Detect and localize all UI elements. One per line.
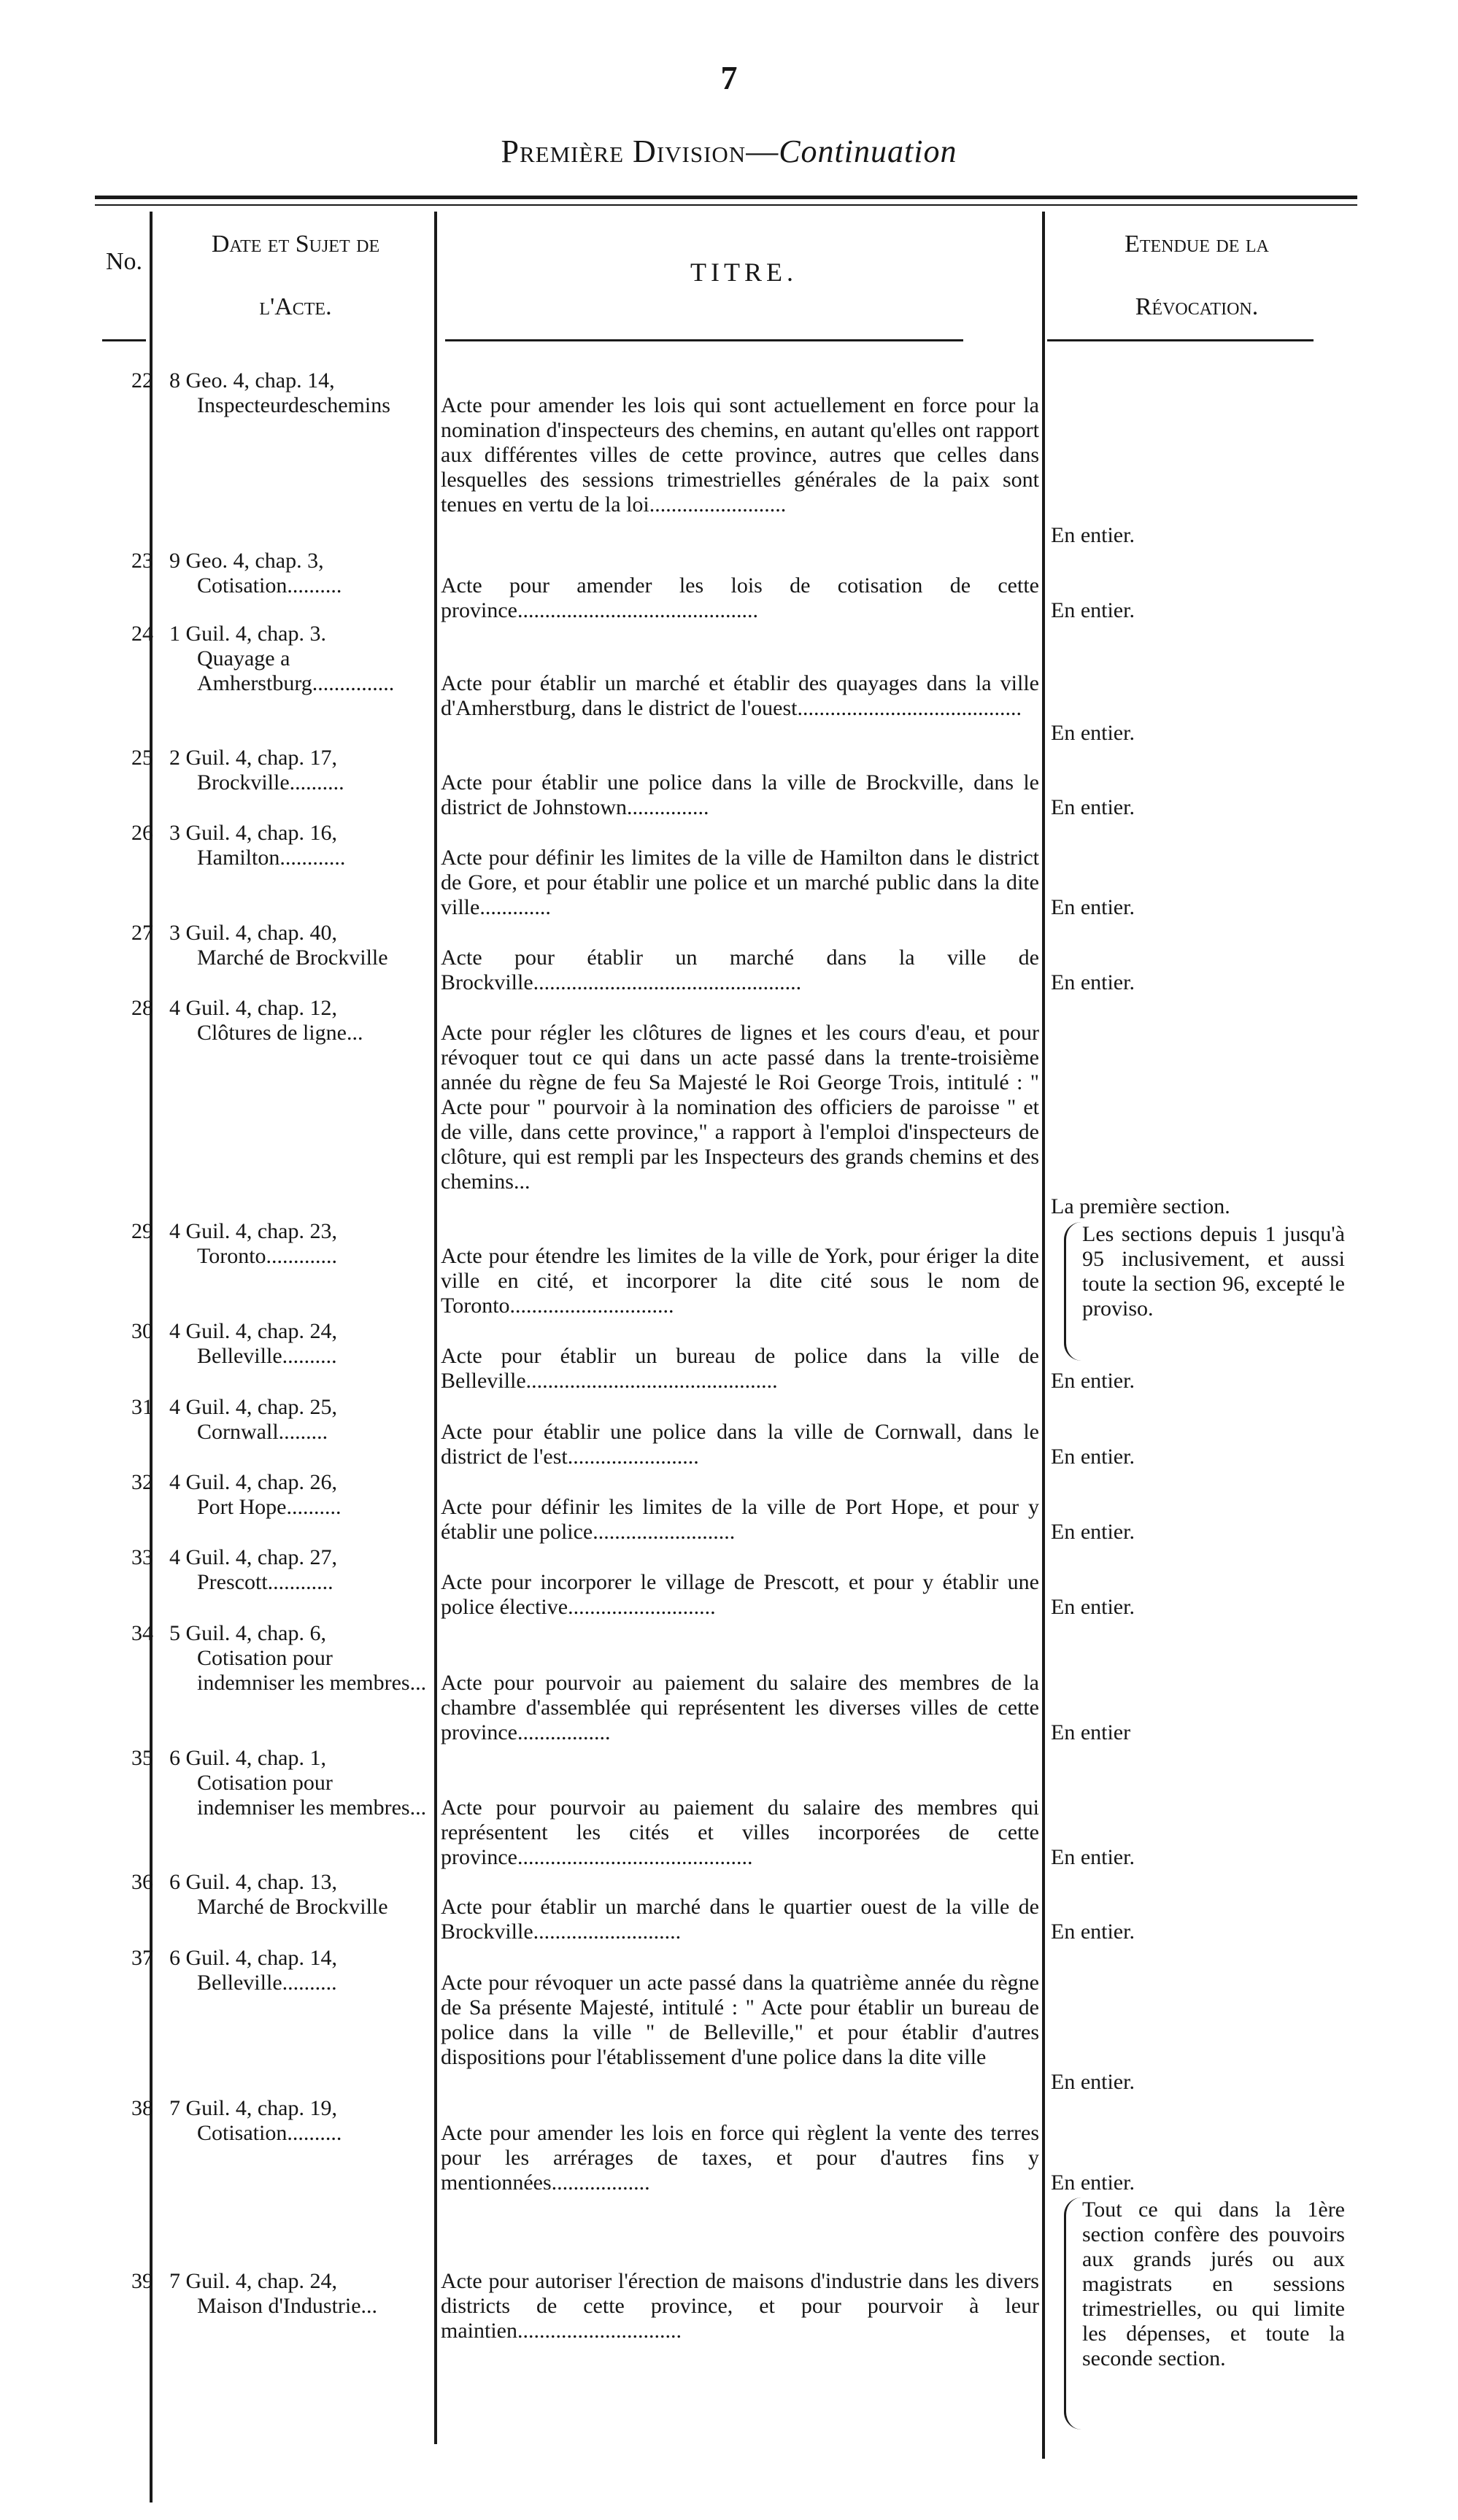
row-subject: 3 Guil. 4, chap. 16, Hamilton............: [169, 821, 346, 870]
header-date-line1: Date et Sujet de: [211, 231, 380, 258]
row-title: Acte pour établir une police dans la ville de Cornwall, dans le district de l'est........................: [441, 1420, 1039, 1469]
row-title: Acte pour régler les clôtures de lignes et les cours d'eau, et pour révoquer tout ce qui dans un acte passé dans la trente-troisième année du règne de feu Sa Majesté le Roi George Trois, intitulé : " Acte pour " pourvoir à la nomination des officiers de paroisse " et de ville, dans cette province," a rapport à l'emploi d'inspecteurs de clôture, qui est rempli par les Inspecteurs des grands chemins et des chemins...: [441, 1021, 1039, 1194]
page-number: 7: [720, 59, 738, 96]
row-extent: En entier.: [1051, 1369, 1135, 1393]
row-title: Acte pour pourvoir au paiement du salaire des membres de la chambre d'assemblée qui représentent les diverses villes de cette province.................: [441, 1671, 1039, 1744]
row-subject: 4 Guil. 4, chap. 23, Toronto.............: [169, 1219, 338, 1268]
heading-main: Première Division—: [501, 134, 779, 169]
row-title: Acte pour établir un bureau de police dans la ville de Belleville..............................................: [441, 1344, 1039, 1393]
row-title: Acte pour pourvoir au paiement du salaire des membres qui représentent les cités et villes incorporées de cette province...........................................: [441, 1796, 1039, 1869]
extent-note-sections: Les sections depuis 1 jusqu'à 95 inclusivement, et aussi toute la section 96, excepté le proviso.: [1064, 1222, 1345, 1361]
row-extent: En entier.: [1051, 523, 1135, 547]
header-extent-line2: Révocation.: [1135, 293, 1259, 320]
row-extent: En entier.: [1051, 1595, 1135, 1619]
page-heading: [0, 133, 1458, 170]
extent-note-industry: Tout ce qui dans la 1ère section confère des pouvoirs aux grands jurés ou aux magistrats en sessions trimestrielles, ou qui limite les dépenses, et toute la seconde section.: [1064, 2198, 1345, 2430]
row-subject: 6 Guil. 4, chap. 14, Belleville..........: [169, 1946, 337, 1995]
row-extent: En entier.: [1051, 1920, 1135, 1944]
row-number: 29: [131, 1219, 153, 1243]
row-number: 28: [131, 996, 153, 1020]
row-number: 26: [131, 821, 153, 845]
row-subject: 4 Guil. 4, chap. 24, Belleville..........: [169, 1319, 337, 1368]
header-extent-line1: Etendue de la: [1125, 231, 1269, 258]
row-extent: En entier: [1051, 1720, 1131, 1744]
row-extent: En entier.: [1051, 721, 1135, 745]
row-title: Acte pour établir un marché dans le quartier ouest de la ville de Brockville...........................: [441, 1895, 1039, 1944]
row-number: 25: [131, 746, 153, 770]
row-extent: En entier.: [1051, 598, 1135, 622]
row-extent: En entier.: [1051, 795, 1135, 819]
row-subject: 6 Guil. 4, chap. 1, Cotisation pour indemniser les membres...: [169, 1746, 427, 1820]
row-extent: En entier.: [1051, 1445, 1135, 1469]
row-extent: En entier.: [1051, 895, 1135, 919]
header-extent: [1044, 213, 1350, 339]
row-number: 24: [131, 622, 153, 646]
row-extent: En entier.: [1051, 1845, 1135, 1869]
row-subject: 8 Geo. 4, chap. 14, Inspecteurdeschemins: [169, 368, 390, 417]
row-number: 38: [131, 2096, 153, 2120]
row-number: 32: [131, 1470, 153, 1494]
row-title: Acte pour définir les limites de la ville de Hamilton dans le district de Gore, et pour établir une police et un marché public dans la dite ville.............: [441, 846, 1039, 919]
row-number: 30: [131, 1319, 153, 1343]
row-title: Acte pour amender les lois de cotisation de cette province............................................: [441, 573, 1039, 622]
row-number: 37: [131, 1946, 153, 1970]
row-title: Acte pour établir un marché et établir des quayages dans la ville d'Amherstburg, dans le district de l'ouest.........................................: [441, 671, 1039, 720]
row-title: Acte pour étendre les limites de la ville de York, pour ériger la dite ville en cité, et incorporer la dite cité sous le nom de Toronto..............................: [441, 1244, 1039, 1318]
row-title: Acte pour amender les lois en force qui règlent la vente des terres pour les arrérages de taxes, et pour d'autres fins y mentionnées..................: [441, 2121, 1039, 2195]
row-subject: 4 Guil. 4, chap. 26, Port Hope..........: [169, 1470, 342, 1519]
row-subject: 4 Guil. 4, chap. 25, Cornwall.........: [169, 1395, 337, 1444]
row-subject: 1 Guil. 4, chap. 3. Quayage a Amherstburg...............: [169, 622, 395, 695]
column-line-2: [434, 212, 437, 2444]
row-title: Acte pour révoquer un acte passé dans la quatrième année du règne de Sa présente Majesté, intitulé : " Acte pour établir un bureau de police dans la ville " de Belleville," et pour établir d'autres dispositions pour l'établissement d'une police dans la dite ville: [441, 1971, 1039, 2069]
row-subject: 5 Guil. 4, chap. 6, Cotisation pour indemniser les membres...: [169, 1621, 427, 1695]
row-number: 33: [131, 1545, 153, 1569]
row-extent: En entier.: [1051, 1520, 1135, 1544]
heading-continuation: Continuation: [779, 134, 957, 169]
row-extent: En entier.: [1051, 2070, 1135, 2094]
row-subject: 3 Guil. 4, chap. 40, Marché de Brockville: [169, 921, 388, 970]
row-title: Acte pour autoriser l'érection de maisons d'industrie dans les divers districts de cette province, et pour pourvoir à leur maintien..............................: [441, 2269, 1039, 2343]
row-extent: En entier.: [1051, 970, 1135, 994]
row-number: 31: [131, 1395, 153, 1419]
column-line-3: [1042, 212, 1045, 2459]
header-titre: TITRE.: [690, 258, 798, 287]
row-subject: 4 Guil. 4, chap. 27, Prescott............: [169, 1545, 337, 1594]
row-subject: 7 Guil. 4, chap. 19, Cotisation..........: [169, 2096, 342, 2145]
header-date-line2: l'Acte.: [259, 293, 332, 320]
row-number: 35: [131, 1746, 153, 1770]
header-rule-titre: [445, 339, 963, 341]
row-number: 22: [131, 368, 153, 393]
row-subject: 9 Geo. 4, chap. 3, Cotisation..........: [169, 549, 342, 598]
header-no: No.: [106, 248, 143, 275]
header-date-subject: [150, 213, 441, 339]
row-subject: 7 Guil. 4, chap. 24, Maison d'Industrie...: [169, 2269, 378, 2318]
row-number: 27: [131, 921, 153, 945]
row-title: Acte pour définir les limites de la ville de Port Hope, et pour y établir une police..........................: [441, 1495, 1039, 1544]
row-extent: En entier.: [1051, 2171, 1135, 2195]
row-extent: La première section.: [1051, 1194, 1230, 1218]
row-number: 23: [131, 549, 153, 573]
row-number: 39: [131, 2269, 153, 2293]
row-number: 36: [131, 1870, 153, 1894]
row-subject: 2 Guil. 4, chap. 17, Brockville..........: [169, 746, 344, 795]
row-title: Acte pour établir une police dans la ville de Brockville, dans le district de Johnstown...............: [441, 770, 1039, 819]
top-rule-thick: [95, 196, 1357, 199]
row-title: Acte pour amender les lois qui sont actuellement en force pour la nomination d'inspecteurs des chemins, en autant qu'elles ont rapport aux différentes villes de cette province, autres que celles dans lesquelles des sessions trimestrielles générales de la paix sont tenues en vertu de la loi.........................: [441, 393, 1039, 517]
row-subject: 6 Guil. 4, chap. 13, Marché de Brockville: [169, 1870, 388, 1919]
row-subject: 4 Guil. 4, chap. 12, Clôtures de ligne...: [169, 996, 363, 1045]
header-rule-no: [102, 339, 146, 341]
row-title: Acte pour incorporer le village de Prescott, et pour y établir une police élective...........................: [441, 1570, 1039, 1619]
row-title: Acte pour établir un marché dans la ville de Brockville.................................................: [441, 946, 1039, 994]
header-rule-ext: [1047, 339, 1314, 341]
row-number: 34: [131, 1621, 153, 1645]
top-rule-thin: [95, 204, 1357, 206]
